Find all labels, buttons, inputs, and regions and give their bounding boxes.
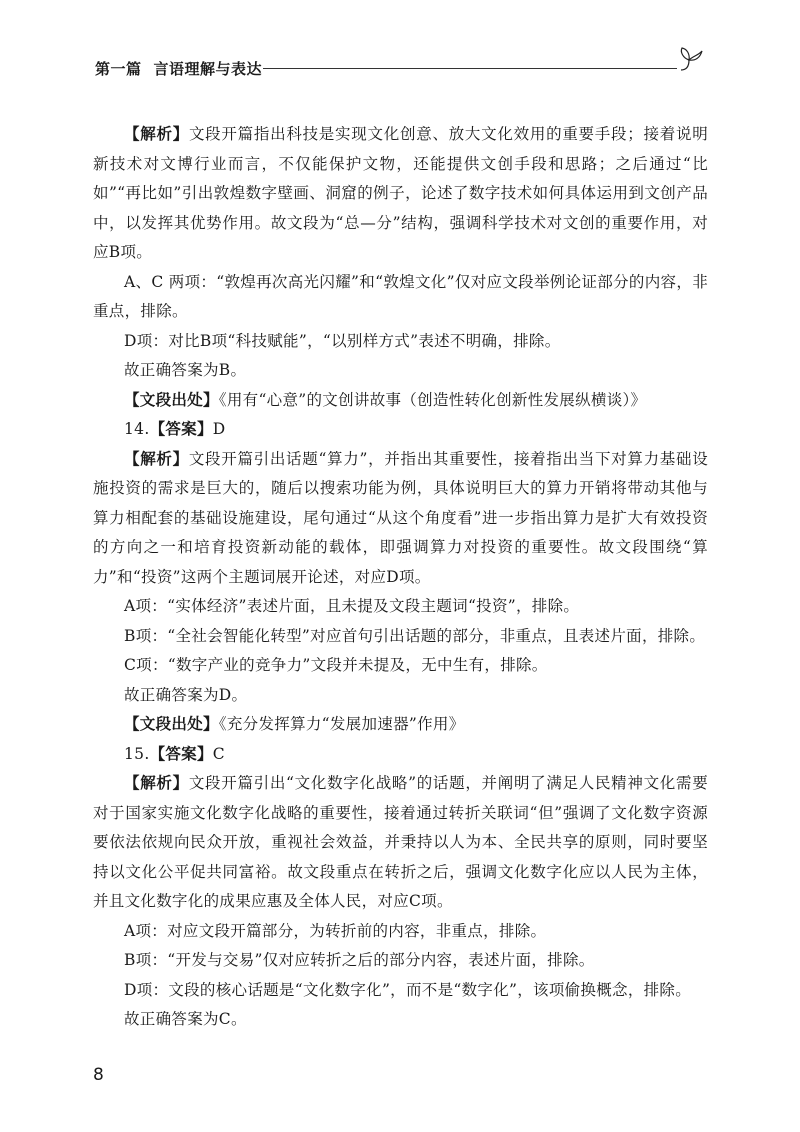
q15-answer (93, 740, 708, 770)
q14-analysis-text: 文段开篇引出话题“算力”，并指出其重要性，接着指出当下对算力基础设施投资的需求是巨大的，随后以搜索功能为例，具体说明巨大的算力开销将带动其他与算力相配套的基础设施建设，尾句通过“从这个角度看”进一步指出算力是扩大有效投资的方向之一和培育投资新动能的载体，即强调算力对投资的重要性。故文段围绕“算力”和“投资”这两个主题词展开论述，对应D项。 (93, 449, 708, 586)
q14-option-c: C项：“数字产业的竞争力”文段并未提及，无中生有，排除。 (124, 656, 548, 674)
answer-tag: 【答案】 (149, 744, 213, 763)
q14-source (93, 710, 708, 740)
source-tag: 【文段出处】 (124, 715, 219, 733)
q14-answer-value: D (212, 420, 226, 438)
analysis-tag: 【解析】 (124, 125, 189, 143)
answer-tag: 【答案】 (149, 420, 213, 438)
q15-answer-value: C (212, 744, 225, 763)
q15-analysis-text: 文段开篇引出“文化数字化战略”的话题，并阐明了满足人民精神文化需要对于国家实施文化数字化战略的重要性，接着通过转折关联词“但”强调了文化数字资源要依法依规向民众开放，重视社会效益，并秉持以人为本、全民共享的原则，同时要坚持以文化公平促共同富裕。故文段重点在转折之后，强调文化数字化应以人民为主体，并且文化数字化的成果应惠及全体人民，对应C项。 (93, 774, 708, 910)
q13-option-d: D项：对比B项“科技赋能”，“以别样方式”表述不明确，排除。 (124, 331, 561, 350)
q13-analysis (93, 120, 708, 268)
q15-number: 15. (124, 744, 150, 763)
running-header (95, 52, 705, 82)
q14-option-b: B项：“全社会智能化转型”对应首句引出话题的部分，非重点，且表述片面，排除。 (124, 626, 706, 645)
q13-source-text: 《用有“心意”的文创讲故事（创造性转化创新性发展纵横谈）》 (218, 390, 647, 409)
sprout-icon (675, 46, 705, 74)
q13-option-ac: A、C 两项：“敦煌再次高光闪耀”和“敦煌文化”仅对应文段举例论证部分的内容，非重点，排除。 (93, 272, 708, 320)
q14-conclusion: 故正确答案为D。 (124, 685, 248, 704)
analysis-tag: 【解析】 (124, 774, 189, 792)
q15-conclusion: 故正确答案为C。 (124, 1010, 247, 1028)
q14-option-a: A项：“实体经济”表述片面，且未提及文段主题词“投资”，排除。 (124, 597, 580, 615)
header-section-title: 言语理解与表达 (153, 60, 263, 78)
q13-analysis-text: 文段开篇指出科技是实现文化创意、放大文化效用的重要手段；接着说明新技术对文博行业而言，不仅能保护文物，还能提供文创手段和思路；之后通过“比如”“再比如”引出敦煌数字壁画、洞窟的例子，论述了数字技术如何具体运用到文创产品中，以发挥其优势作用。故文段为“总—分”结构，强调科学技术对文创的重要作用，对应B项。 (93, 125, 708, 261)
q15-analysis (93, 769, 708, 917)
page-content (93, 120, 708, 1035)
source-tag: 【文段出处】 (124, 390, 219, 409)
q14-number: 14. (124, 420, 150, 438)
header-rule (263, 68, 677, 69)
q14-analysis (93, 445, 708, 593)
page-number: 8 (93, 1065, 104, 1085)
analysis-tag: 【解析】 (124, 449, 189, 468)
q15-option-a: A项：对应文段开篇部分，为转折前的内容，非重点，排除。 (124, 921, 547, 940)
q14-source-text: 《充分发挥算力“发展加速器”作用》 (218, 715, 465, 733)
header-title (95, 58, 262, 79)
q13-conclusion: 故正确答案为B。 (124, 361, 247, 379)
q15-option-d: D项：文段的核心话题是“文化数字化”，而不是“数字化”，该项偷换概念，排除。 (124, 980, 692, 999)
q13-source (93, 386, 708, 416)
header-chapter: 第一篇 (95, 60, 142, 78)
q15-option-b: B项：“开发与交易”仅对应转折之后的部分内容，表述片面，排除。 (124, 951, 595, 969)
q14-answer (93, 415, 708, 445)
